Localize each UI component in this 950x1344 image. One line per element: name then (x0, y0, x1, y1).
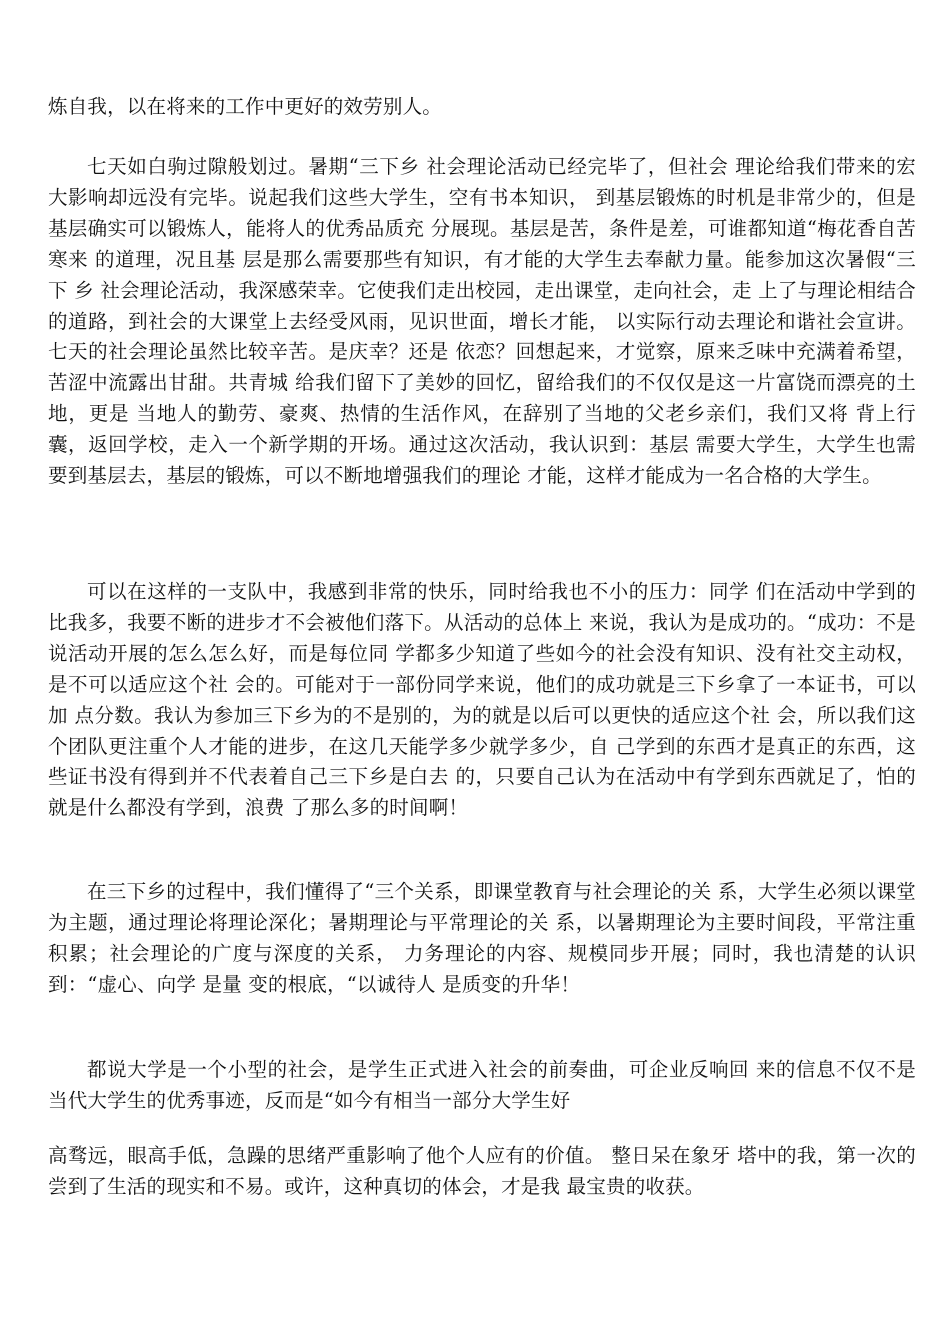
paragraph-university-society: 都说大学是一个小型的社会，是学生正式进入社会的前奏曲，可企业反响回 来的信息不仅不是当代大学生的优秀事迹，反而是“如今有相当一部分大学生好 (48, 1058, 916, 1112)
paragraph-team: 可以在这样的一支队中，我感到非常的快乐，同时给我也不小的压力：同学 们在活动中学到的比我多，我要不断的进步才不会被他们落下。从活动的总体上 来说，我认为是成功的。“成功：不是说活动开展的怎么怎么好，而是每位同 学都多少知道了些如今的社会没有知识、没有社交主动权，是不可以适应这个社 会的。可能对于一部份同学来说，他们的成功就是三下乡拿了一本证书，可以加 点分数。我认为参加三下乡为的不是别的，为的就是以后可以更快的适应这个社 会，所以我们这个团队更注重个人才能的进步，在这几天能学多少就学多少，自 己学到的东西才是真正的东西，这些证书没有得到并不代表着自己三下乡是白去 的，只要自己认为在活动中有学到东西就足了，怕的就是什么都没有学到，浪费 了那么多的时间啊！ (48, 580, 916, 820)
paragraph-seven-days: 七天如白驹过隙般划过。暑期“三下乡 社会理论活动已经完毕了，但社会 理论给我们带来的宏大影响却远没有完毕。说起我们这些大学生，空有书本知识， 到基层锻炼的时机是非常少的，但是基层确实可以锻炼人，能将人的优秀品质充 分展现。基层是苦，条件是差，可谁都知道“梅花香自苦寒来 的道理，况且基 层是那么需要那些有知识，有才能的大学生去奉献力量。能参加这次暑假“三下 乡 社会理论活动，我深感荣幸。它使我们走出校园，走出课堂，走向社会，走 上了与理论相结合的道路，到社会的大课堂上去经受风雨，见识世面，增长才能， 以实际行动去理论和谐社会宣讲。七天的社会理论虽然比较辛苦。是庆幸？还是 依恋？回想起来，才觉察，原来乏味中充满着希望，苦涩中流露出甘甜。共青城 给我们留下了美妙的回忆，留给我们的不仅仅是这一片富饶而漂亮的土地，更是 当地人的勤劳、豪爽、热情的生活作风，在辞别了当地的父老乡亲们，我们又将 背上行囊，返回学校，走入一个新学期的开场。通过这次活动，我认识到：基层 需要大学生，大学生也需要到基层去，基层的锻炼，可以不断地增强我们的理论 才能，这样才能成为一名合格的大学生。 (48, 155, 916, 488)
paragraph-ending: 高骛远，眼高手低，急躁的思绪严重影响了他个人应有的价值。 整日呆在象牙 塔中的我，第一次的尝到了生活的现实和不易。或许，这种真切的体会，才是我 最宝贵的收获。 (48, 1144, 916, 1198)
paragraph-continuation: 炼自我，以在将来的工作中更好的效劳别人。 (48, 95, 443, 118)
paragraph-three-relations: 在三下乡的过程中，我们懂得了“三个关系，即课堂教育与社会理论的关 系，大学生必须以课堂为主题，通过理论将理论深化；暑期理论与平常理论的关 系，以暑期理论为主要时间段，平常注重积累；社会理论的广度与深度的关系， 力务理论的内容、规模同步开展；同时，我也清楚的认识到：“虚心、向学 是量 变的根底，“以诚待人 是质变的升华！ (48, 880, 916, 996)
